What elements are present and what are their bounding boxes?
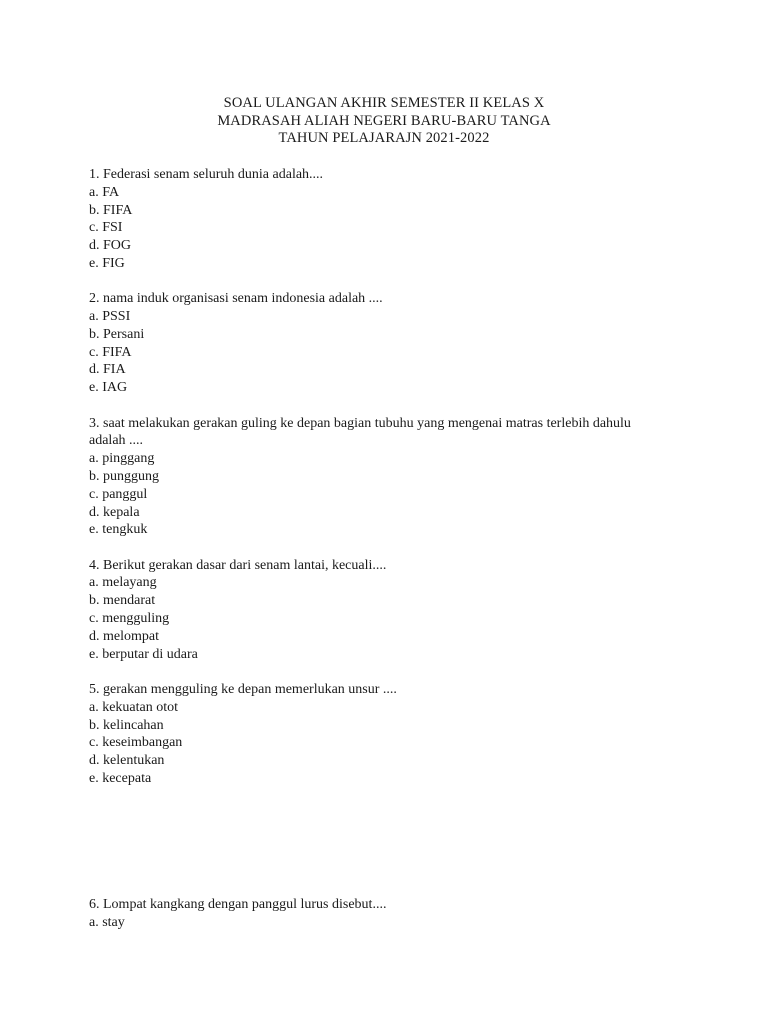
option-b: b. Persani [89, 326, 145, 342]
question-4 [89, 557, 689, 664]
option-d: d. kepala [89, 504, 140, 520]
option-c: c. keseimbangan [89, 735, 183, 751]
option-a: a. kekuatan otot [89, 699, 179, 715]
option-c: c. panggul [89, 486, 148, 502]
question-list [89, 166, 689, 805]
option-d: d. melompat [89, 628, 159, 644]
option-d: d. kelentukan [89, 753, 165, 769]
option-a: a. pinggang [89, 451, 155, 467]
option-e: e. kecepata [89, 770, 152, 786]
question-text: 6. Lompat kangkang dengan panggul lurus disebut.... [89, 897, 387, 912]
option-b: b. kelincahan [89, 717, 164, 733]
option-c: c. FIFA [89, 344, 132, 360]
option-a: a. PSSI [89, 309, 131, 325]
option-e: e. IAG [89, 380, 128, 396]
header-title-line-1: SOAL ULANGAN AKHIR SEMESTER II KELAS X [223, 95, 545, 111]
option-a: a. FA [89, 184, 120, 200]
option-a: a. stay [89, 914, 125, 930]
option-e: e. tengkuk [89, 522, 148, 538]
header-title-line-3: TAHUN PELAJARAJN 2021-2022 [278, 130, 490, 146]
question-3 [89, 415, 689, 540]
question-text: 4. Berikut gerakan dasar dari senam lantai, kecuali.... [89, 557, 387, 573]
question-6 [89, 896, 689, 932]
question-text: 2. nama induk organisasi senam indonesia adalah .... [89, 291, 383, 307]
question-5 [89, 681, 689, 788]
question-text: 5. gerakan mengguling ke depan memerlukan unsur .... [89, 681, 397, 697]
question-text: 1. Federasi senam seluruh dunia adalah.... [89, 167, 324, 182]
option-c: c. mengguling [89, 611, 170, 627]
option-b: b. FIFA [89, 202, 133, 218]
question-2 [89, 290, 689, 397]
question-text-line-2: adalah .... [89, 433, 144, 449]
option-b: b. punggung [89, 468, 159, 484]
document-header [0, 95, 768, 148]
question-text-line-1: 3. saat melakukan gerakan guling ke depan bagian tubuhu yang mengenai matras terlebih dahulu [89, 415, 631, 431]
question-1 [89, 166, 689, 273]
option-e: e. FIG [89, 255, 125, 271]
option-b: b. mendarat [89, 593, 156, 609]
option-e: e. berputar di udara [89, 646, 198, 662]
option-d: d. FIA [89, 362, 126, 378]
option-c: c. FSI [89, 220, 123, 236]
option-a: a. melayang [89, 575, 157, 591]
option-d: d. FOG [89, 238, 132, 254]
header-title-line-2: MADRASAH ALIAH NEGERI BARU-BARU TANGA [217, 112, 551, 129]
